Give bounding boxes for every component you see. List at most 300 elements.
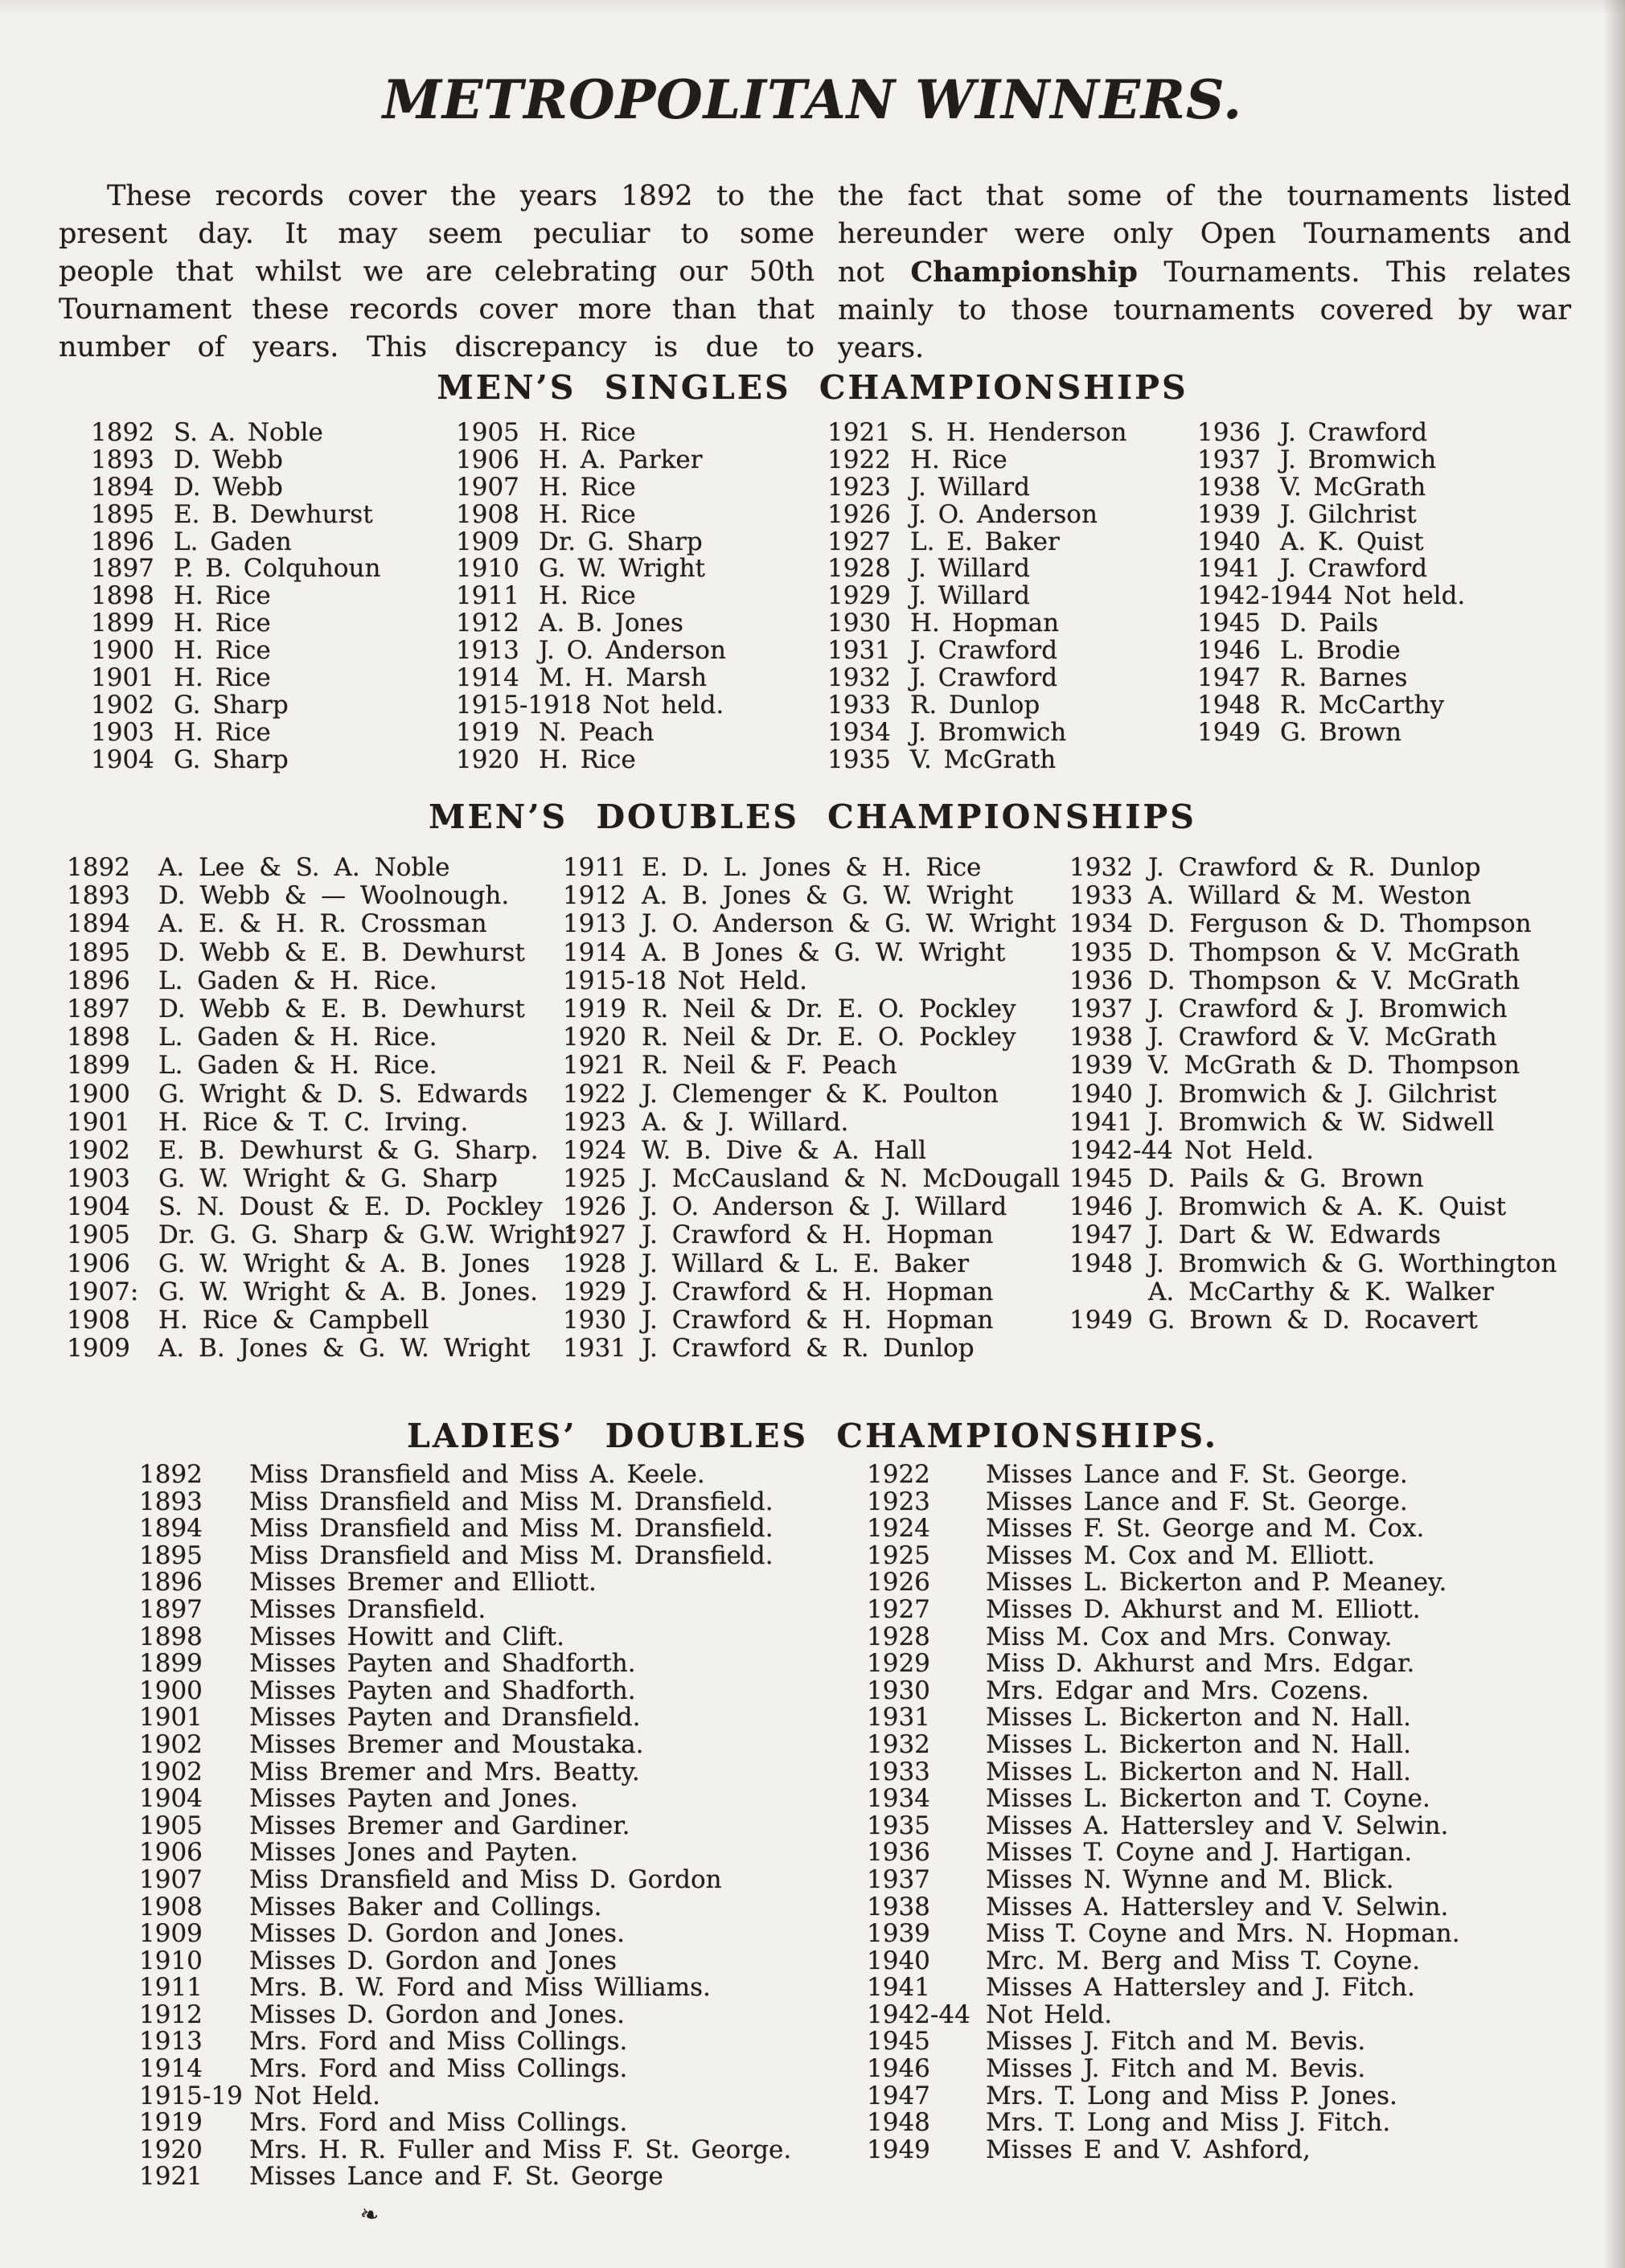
table-row [456,692,726,720]
year-cell: 1930 [827,609,891,638]
year-cell: 1927 [827,527,891,556]
winner-cell: H. Rice [539,499,636,529]
year-cell: 1903 [91,717,154,747]
winner-cell: M. H. Marsh [539,663,708,693]
winner-cell: J. Bromwich & G. Worthington [1148,1249,1557,1278]
winner-cell: A. Lee & S. A. Noble [158,853,450,882]
winner-cell: Miss D. Akhurst and Mrs. Edgar. [986,1649,1415,1679]
table-row [139,1489,791,1516]
winner-cell: J. Gilchrist [1280,499,1417,529]
table-row [67,1221,577,1249]
winner-cell: H. Rice [539,472,636,502]
year-cell: 1936 [1069,966,1133,995]
table-row [1197,638,1465,665]
year-cell: 1927 [563,1220,626,1250]
year-cell: 1945 [1197,609,1261,638]
winner-cell: D. Ferguson & D. Thompson [1148,909,1532,939]
winner-cell: D. Pails & G. Brown [1148,1164,1424,1194]
table-row [827,638,1126,665]
year-cell: 1894 [67,909,130,939]
year-cell: 1895 [91,499,154,529]
winner-cell: S. N. Doust & E. D. Pockley [158,1192,543,1222]
mens-singles-column-1 [91,420,380,774]
year-cell: 1894 [91,472,154,502]
table-row [139,1921,791,1948]
winner-cell: Not Held. [253,2081,380,2110]
year-cell: 1939 [1069,1051,1133,1081]
table-row [1069,910,1557,938]
year-cell: 1931 [827,636,891,666]
year-cell: 1920 [563,1023,626,1052]
year-cell: 1926 [563,1192,626,1222]
winner-cell: H. Rice [539,744,636,774]
winner-cell: Misses L. Bickerton and P. Meaney. [986,1568,1447,1597]
table-row [563,1137,1060,1165]
year-cell: 1921 [139,2162,203,2192]
year-cell: 1905 [139,1811,203,1840]
table-row [67,1278,577,1306]
table-row [827,744,1126,774]
winner-cell: H. Rice [174,609,271,638]
year-cell: 1921 [563,1051,626,1081]
year-cell: 1921 [827,418,891,447]
table-row [456,744,726,774]
winner-cell: Mrs. Edgar and Mrs. Cozens. [986,1675,1369,1705]
winner-cell: D. Thompson & V. McGrath [1148,937,1520,967]
table-row [867,1675,1460,1705]
intro-line: people that whilst we are celebrating our 50th [59,256,815,288]
winner-cell: Dr. G. G. Sharp & G.W. Wright [158,1220,577,1250]
table-row [867,1894,1460,1921]
winner-cell: J. Crawford [1280,554,1428,584]
year-cell: 1908 [139,1892,203,1921]
winner-cell: Dr. G. Sharp [539,527,703,556]
winner-cell: Mrs. H. R. Fuller and Miss F. St. George. [249,2135,792,2164]
winner-cell: J. Crawford & R. Dunlop [1148,853,1481,882]
year-cell: 1925 [563,1164,626,1194]
year-cell: 1934 [827,717,891,747]
winner-cell: Not held. [1344,581,1466,611]
table-row [1197,717,1465,747]
winner-cell: J. Crawford & H. Hopman [642,1220,994,1250]
winner-cell: A. E. & H. R. Crossman [158,909,487,939]
table-row [1197,665,1465,692]
table-row [1197,447,1465,474]
winner-cell: A. K. Quist [1280,527,1424,556]
winner-cell: L. Gaden & H. Rice. [158,1051,437,1081]
winner-cell: S. A. Noble [174,418,323,447]
year-cell: 1893 [91,445,154,474]
table-row [139,2163,791,2191]
winner-cell: Miss Dransfield and Miss M. Dransfield. [249,1487,774,1516]
table-row [139,2056,791,2083]
year-cell: 1948 [1069,1249,1133,1278]
year-cell: 1898 [67,1023,130,1052]
table-row [67,967,577,995]
winner-cell: J. Willard [910,581,1030,611]
table-row [67,1193,577,1221]
year-cell: 1930 [563,1306,626,1335]
table-row [139,1999,791,2029]
winner-cell: J. O. Anderson [910,499,1098,529]
table-row [139,1651,791,1678]
winner-cell: G. W. Wright [539,554,705,584]
table-row [1069,854,1557,882]
table-row [563,1023,1060,1052]
winner-cell: Misses Payten and Dransfield. [249,1703,641,1733]
winner-cell: Miss Bremer and Mrs. Beatty. [249,1757,640,1786]
table-row [139,1786,791,1813]
winner-cell: G. W. Wright & G. Sharp [158,1164,499,1194]
year-cell: 1942-44 [1069,1135,1173,1165]
winner-cell: J. Bromwich & W. Sidwell [1148,1107,1495,1137]
intro-line: present day. It may seem peculiar to some [59,218,815,250]
table-row [563,854,1060,882]
mens-singles-column-2 [456,420,726,774]
winner-cell: D. Webb & E. B. Dewhurst [158,937,525,967]
table-row [67,882,577,910]
table-row [456,717,726,747]
winner-cell: Mrs. Ford and Miss Collings. [249,2027,628,2057]
winner-cell: Mrc. M. Berg and Miss T. Coyne. [986,1946,1421,1975]
table-row [1069,1137,1557,1165]
table-row [563,882,1060,910]
winner-cell: V. McGrath [1280,472,1426,502]
year-cell: 1898 [139,1622,203,1651]
winner-cell: Misses Howitt and Clift. [249,1622,564,1651]
year-cell: 1929 [827,581,891,611]
year-cell: 1945 [1069,1164,1133,1194]
year-cell: 1938 [1069,1023,1133,1052]
year-cell: 1902 [91,690,154,720]
table-row [139,1813,791,1840]
table-row [867,1999,1460,2029]
table-row [563,967,1060,995]
year-cell: 1913 [456,636,519,666]
table-row [563,1081,1060,1109]
year-cell: 1920 [456,744,519,774]
table-row [139,1704,791,1732]
year-cell: 1939 [1197,499,1261,529]
winner-cell: G. Sharp [174,744,289,774]
mens-singles-column-4 [1197,420,1465,747]
year-cell: 1929 [563,1277,626,1306]
table-row [139,1864,791,1894]
table-row [91,556,380,583]
year-cell: 1924 [563,1135,626,1165]
winner-cell: Misses D. Gordon and Jones. [249,1919,625,1949]
table-row [1197,556,1465,583]
year-cell: 1912 [563,881,626,911]
year-cell: 1946 [1069,1192,1133,1222]
table-row [456,447,726,474]
year-cell: 1919 [139,2108,203,2138]
intro-line: not Championship Tournaments. This relates [838,256,1571,289]
year-cell: 1915-1918 [456,690,592,720]
table-row [563,1335,1060,1363]
year-cell: 1926 [867,1568,930,1597]
table-row [1197,499,1465,529]
table-row [456,638,726,665]
table-row [67,1137,577,1165]
winner-cell: Mrs. Ford and Miss Collings. [249,2054,628,2084]
year-cell: 1901 [139,1703,203,1733]
winner-cell: A. B Jones & G. W. Wright [642,937,1006,967]
winner-cell: Misses D. Akhurst and M. Elliott. [986,1594,1421,1624]
table-row [139,1839,791,1867]
year-cell: 1922 [867,1460,930,1489]
table-row [139,2028,791,2056]
table-row [563,939,1060,967]
year-cell: 1914 [456,663,519,693]
year-cell: 1907: [67,1277,139,1306]
intro-paragraph-right [838,178,1571,367]
year-cell: 1898 [91,581,154,611]
intro-line: Tournament these records cover more than that [59,293,815,326]
mens-singles-heading: MEN’S SINGLES CHAMPIONSHIPS [437,368,1188,407]
table-row [139,1948,791,1975]
table-row [563,995,1060,1023]
table-row [91,447,380,474]
year-cell: 1893 [67,881,130,911]
table-row [1197,583,1465,610]
winner-cell: E. D. L. Jones & H. Rice [642,853,982,882]
table-row [67,1165,577,1193]
table-row [139,1540,791,1570]
table-row [139,1569,791,1597]
winner-cell: A. McCarthy & K. Walker [1148,1277,1494,1306]
table-row [139,2137,791,2164]
table-row [1197,420,1465,447]
year-cell: 1945 [867,2027,930,2057]
winner-cell: Misses Payten and Jones. [249,1784,578,1814]
winner-cell: Misses M. Cox and M. Elliott. [986,1540,1376,1570]
year-cell: 1946 [1197,636,1261,666]
winner-cell: J. Bromwich & J. Gilchrist [1148,1079,1497,1109]
winner-cell: Misses A. Hattersley and V. Selwin. [986,1892,1449,1921]
year-cell: 1928 [563,1249,626,1278]
table-row [1069,1165,1557,1193]
winner-cell: Misses A. Hattersley and V. Selwin. [986,1811,1449,1840]
table-row [139,1759,791,1786]
winner-cell: H. Rice [174,663,271,693]
table-row [67,854,577,882]
table-row [67,910,577,938]
winner-cell: Misses Payten and Shadforth. [249,1675,636,1705]
winner-cell: E. B. Dewhurst [174,499,373,529]
year-cell: 1906 [67,1249,130,1278]
table-row [1197,529,1465,556]
winner-cell: Misses L. Bickerton and N. Hall. [986,1757,1412,1786]
winner-cell: G. Sharp [174,690,289,720]
winner-cell: H. Rice & Campbell [158,1306,429,1335]
table-row [91,583,380,610]
year-cell: 1937 [867,1864,930,1894]
table-row [91,638,380,665]
table-row [867,2083,1460,2110]
year-cell: 1934 [1069,909,1133,939]
year-cell: 1893 [139,1487,203,1516]
table-row [1069,882,1557,910]
winner-cell: J. McCausland & N. McDougall [642,1164,1061,1194]
table-row [456,665,726,692]
winner-cell: G. W. Wright & A. B. Jones [158,1249,531,1278]
winner-cell: D. Webb [174,472,283,502]
table-row [867,1489,1460,1516]
year-cell: 1941 [1197,554,1261,584]
year-cell: 1906 [139,1838,203,1868]
intro-line: number of years. This discrepancy is due to [59,331,815,363]
year-cell: 1923 [563,1107,626,1137]
table-row [139,1462,791,1489]
year-cell: 1941 [867,1973,930,2003]
table-row [139,1624,791,1651]
table-row [139,2083,791,2110]
year-cell: 1936 [867,1838,930,1868]
winner-cell: J. Crawford & V. McGrath [1148,1023,1497,1052]
year-cell: 1911 [456,581,519,611]
table-row [1069,995,1557,1023]
printers-ornament: ❧ [357,2199,382,2230]
table-row [867,2028,1460,2056]
year-cell: 1903 [67,1164,130,1194]
year-cell: 1941 [1069,1107,1133,1137]
year-cell: 1949 [1197,717,1261,747]
table-row [827,529,1126,556]
winner-cell: E. B. Dewhurst & G. Sharp. [158,1135,539,1165]
winner-cell: R. Dunlop [910,690,1040,720]
year-cell: 1899 [139,1649,203,1679]
winner-cell: Miss M. Cox and Mrs. Conway. [986,1622,1393,1651]
intro-paragraph-left [59,178,815,367]
mens-doubles-column-1 [67,854,577,1363]
year-cell: 1933 [827,690,891,720]
table-row [1069,1109,1557,1137]
table-row [827,556,1126,583]
year-cell: 1938 [1197,472,1261,502]
table-row [67,939,577,967]
year-cell: 1915-19 [139,2081,243,2110]
table-row [827,583,1126,610]
year-cell: 1942-44 [867,1999,970,2029]
winner-cell: H. A. Parker [539,445,703,474]
table-row [827,610,1126,638]
winner-cell: L. Brodie [1280,636,1401,666]
winner-cell: Not held. [602,690,724,720]
winner-cell: Misses Lance and F. St. George [249,2162,663,2192]
table-row [91,420,380,447]
winner-cell: H. Rice [539,418,636,447]
winner-cell: Misses Bremer and Gardiner. [249,1811,630,1840]
winner-cell: H. Hopman [910,609,1060,638]
year-cell: 1913 [139,2027,203,2057]
ladies-doubles-heading: LADIES’ DOUBLES CHAMPIONSHIPS. [407,1417,1218,1455]
table-row [867,1786,1460,1813]
year-cell: 1900 [139,1675,203,1705]
year-cell: 1937 [1069,994,1133,1023]
year-cell: 1900 [91,636,154,666]
table-row [867,2110,1460,2137]
winner-cell: Misses E and V. Ashford, [986,2135,1311,2164]
year-cell: 1899 [67,1051,130,1081]
year-cell: 1947 [1197,663,1261,693]
winner-cell: V. McGrath & D. Thompson [1148,1051,1520,1081]
table-row [563,1306,1060,1335]
year-cell: 1892 [139,1460,203,1489]
year-cell: 1899 [91,609,154,638]
year-cell: 1902 [139,1757,203,1786]
winner-cell: J. Crawford [1280,418,1428,447]
year-cell: 1937 [1197,445,1261,474]
year-cell: 1912 [139,1999,203,2029]
winner-cell: D. Thompson & V. McGrath [1148,966,1520,995]
year-cell: 1896 [67,966,130,995]
year-cell: 1905 [456,418,519,447]
winner-cell: J. Crawford & R. Dunlop [642,1334,975,1364]
table-row [1069,1278,1557,1306]
winner-cell: W. B. Dive & A. Hall [642,1135,927,1165]
year-cell: 1914 [563,937,626,967]
year-cell: 1922 [827,445,891,474]
winner-cell: R. McCarthy [1280,690,1445,720]
winner-cell: Not Held. [1184,1135,1314,1165]
winner-cell: R. Neil & Dr. E. O. Pockley [642,1023,1016,1052]
winner-cell: Mrs. Ford and Miss Collings. [249,2108,628,2138]
table-row [456,556,726,583]
year-cell: 1897 [139,1594,203,1624]
winner-cell: Misses Bremer and Moustaka. [249,1729,644,1759]
winner-cell: S. H. Henderson [910,418,1127,447]
mens-doubles-heading: MEN’S DOUBLES CHAMPIONSHIPS [429,798,1196,836]
year-cell: 1904 [139,1784,203,1814]
table-row [563,910,1060,938]
year-cell: 1925 [867,1540,930,1570]
winner-cell: N. Peach [539,717,655,747]
winner-cell: Misses Lance and F. St. George. [986,1460,1408,1489]
winner-cell: H. Rice [174,717,271,747]
winner-cell: J. Crawford [910,663,1058,693]
winner-cell: D. Pails [1280,609,1379,638]
year-cell: 1912 [456,609,519,638]
year-cell: 1931 [563,1334,626,1364]
table-row [867,2056,1460,2083]
winner-cell: Misses T. Coyne and J. Hartigan. [986,1838,1413,1868]
table-row [456,474,726,502]
year-cell: 1907 [139,1864,203,1894]
table-row [563,1052,1060,1080]
winner-cell: Misses D. Gordon and Jones. [249,1999,625,2029]
year-cell: 1947 [1069,1220,1133,1250]
winner-cell: L. Gaden & H. Rice. [158,1023,437,1052]
table-row [1197,474,1465,502]
year-cell: 1928 [867,1622,930,1651]
winner-cell: Misses D. Gordon and Jones [249,1946,618,1975]
intro-line: the fact that some of the tournaments listed [838,180,1571,212]
year-cell: 1924 [867,1514,930,1544]
table-row [827,420,1126,447]
year-cell: 1908 [456,499,519,529]
year-cell: 1901 [91,663,154,693]
winner-cell: Mrs. T. Long and Miss P. Jones. [986,2081,1397,2110]
winner-cell: P. B. Colquhoun [174,554,381,584]
year-cell: 1900 [67,1079,130,1109]
table-row [1069,1306,1557,1335]
table-row [867,1759,1460,1786]
table-row [827,447,1126,474]
table-row [456,529,726,556]
table-row [867,2137,1460,2164]
table-row [67,1250,577,1278]
